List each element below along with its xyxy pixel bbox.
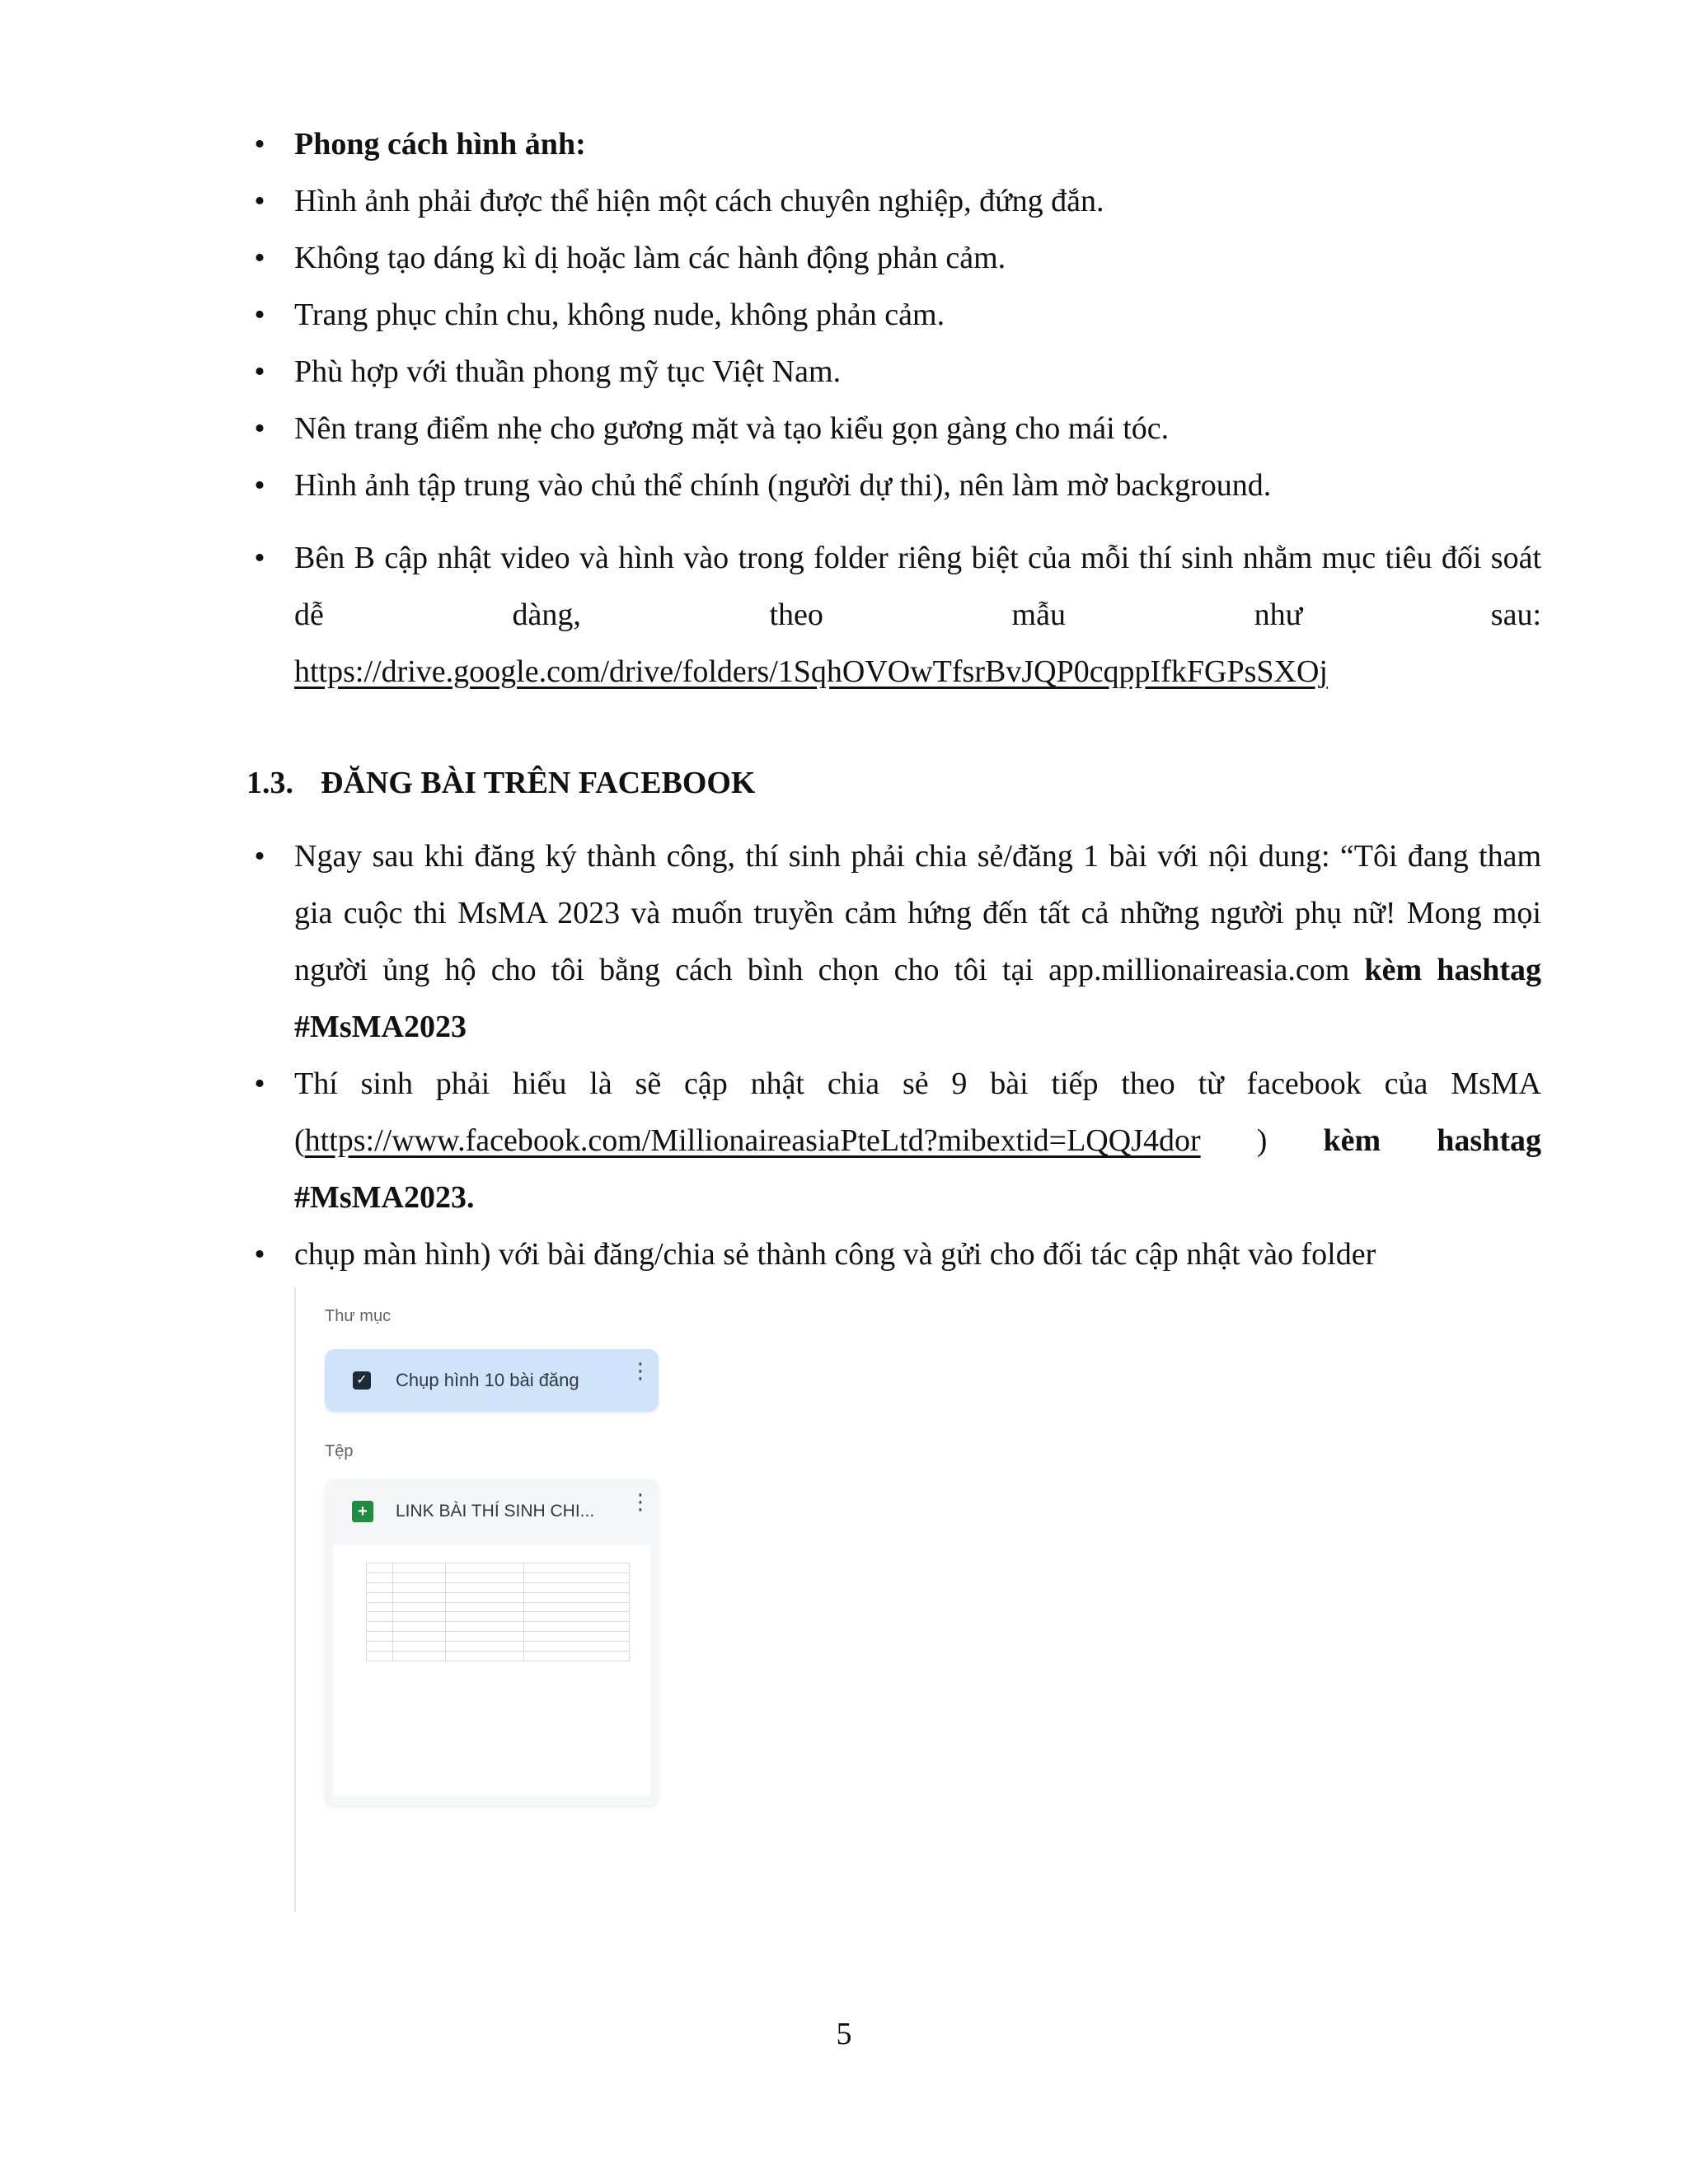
- folder-item[interactable]: [325, 1349, 659, 1412]
- list-item: [254, 530, 1541, 701]
- bullet-icon: •: [254, 354, 265, 389]
- list-item: [254, 401, 1541, 457]
- list-item: [254, 1056, 1541, 1226]
- upload-instruction: Bên B cập nhật video và hình vào trong folder riêng biệt của mỗi thí sinh nhằm mục tiêu đối soát dễ dàng, theo mẫu như sau:: [294, 541, 1541, 632]
- list-item-text: Không tạo dáng kì dị hoặc làm các hành động phản cảm.: [294, 241, 1006, 275]
- file-name: LINK BÀI THÍ SINH CHI...: [396, 1502, 595, 1521]
- list-item-text: Hình ảnh phải được thể hiện một cách chuyên nghiệp, đứng đắn.: [294, 184, 1104, 218]
- drive-folder-screenshot: [294, 1287, 665, 1912]
- folders-label: Thư mục: [325, 1307, 392, 1325]
- list-item: [254, 230, 1541, 287]
- drive-folder-link[interactable]: https://drive.google.com/drive/folders/1SqhOVOwTfsrBvJQP0cqppIfkFGPsSXOj: [294, 654, 1328, 689]
- hashtag-note: kèm hashtag #MsMA2023: [294, 953, 1541, 1044]
- screenshot-edge: [294, 1287, 296, 1912]
- file-item[interactable]: [325, 1479, 659, 1806]
- list-item: [254, 116, 1541, 173]
- files-label: Tệp: [325, 1442, 354, 1460]
- bullet-icon: •: [254, 184, 265, 218]
- list-item-text: Trang phục chỉn chu, không nude, không phản cảm.: [294, 298, 945, 332]
- bullet-icon: •: [254, 468, 265, 503]
- file-thumbnail: [333, 1544, 650, 1796]
- more-options-icon[interactable]: ⋮: [630, 1489, 651, 1514]
- bullet-icon: •: [254, 1066, 265, 1101]
- bullet-icon: •: [254, 839, 265, 874]
- bullet-icon: •: [254, 541, 265, 575]
- list-item: [254, 344, 1541, 401]
- section-number: 1.3.: [246, 766, 293, 800]
- thumbnail-sheet-grid: [366, 1563, 630, 1661]
- list-item: [254, 1226, 1541, 1283]
- bullet-icon: •: [254, 127, 265, 162]
- folder-name: Chụp hình 10 bài đăng: [396, 1370, 579, 1390]
- list-item: [254, 287, 1541, 344]
- list-item-text: Phù hợp với thuần phong mỹ tục Việt Nam.: [294, 354, 842, 389]
- page-number: 5: [836, 2017, 852, 2051]
- list-item: [254, 457, 1541, 514]
- screenshot-instruction: chụp màn hình) với bài đăng/chia sẻ thành công và gửi cho đối tác cập nhật vào folder: [294, 1237, 1376, 1272]
- bullet-icon: •: [254, 298, 265, 332]
- follow-text-close: ): [1200, 1123, 1324, 1158]
- list-item-text: Hình ảnh tập trung vào chủ thể chính (người dự thi), nên làm mờ background.: [294, 468, 1272, 503]
- section-title: ĐĂNG BÀI TRÊN FACEBOOK: [321, 766, 756, 800]
- spreadsheet-icon: +: [352, 1501, 373, 1522]
- facebook-page-link[interactable]: https://www.facebook.com/MillionaireasiaPteLtd?mibextid=LQQJ4dor: [304, 1123, 1201, 1158]
- bullet-icon: •: [254, 411, 265, 446]
- list-item-text: Nên trang điểm nhẹ cho gương mặt và tạo kiểu gọn gàng cho mái tóc.: [294, 411, 1170, 446]
- style-section-title: Phong cách hình ảnh:: [294, 127, 586, 162]
- list-item: [254, 828, 1541, 1056]
- list-item: [254, 173, 1541, 230]
- share-post-text: Ngay sau khi đăng ký thành công, thí sinh phải chia sẻ/đăng 1 bài với nội dung: “Tôi đang tham gia cuộc thi MsMA 2023 và muốn truyền cảm hứng đến tất cả những người phụ nữ! Mong mọi người ủng hộ cho tôi bằng cách bình chọn cho tôi tại app.millionaireasia.com: [294, 839, 1541, 987]
- section-heading: [246, 755, 756, 812]
- more-options-icon[interactable]: ⋮: [630, 1358, 651, 1383]
- bullet-icon: •: [254, 241, 265, 275]
- bullet-icon: •: [254, 1237, 265, 1272]
- folder-check-icon: ✓: [353, 1371, 371, 1390]
- follow-text: Thí sinh phải hiểu là sẽ cập nhật chia sẻ 9 bài tiếp theo từ facebook của MsMA (: [294, 1066, 1541, 1158]
- hashtag-note: kèm hashtag #MsMA2023.: [294, 1123, 1541, 1215]
